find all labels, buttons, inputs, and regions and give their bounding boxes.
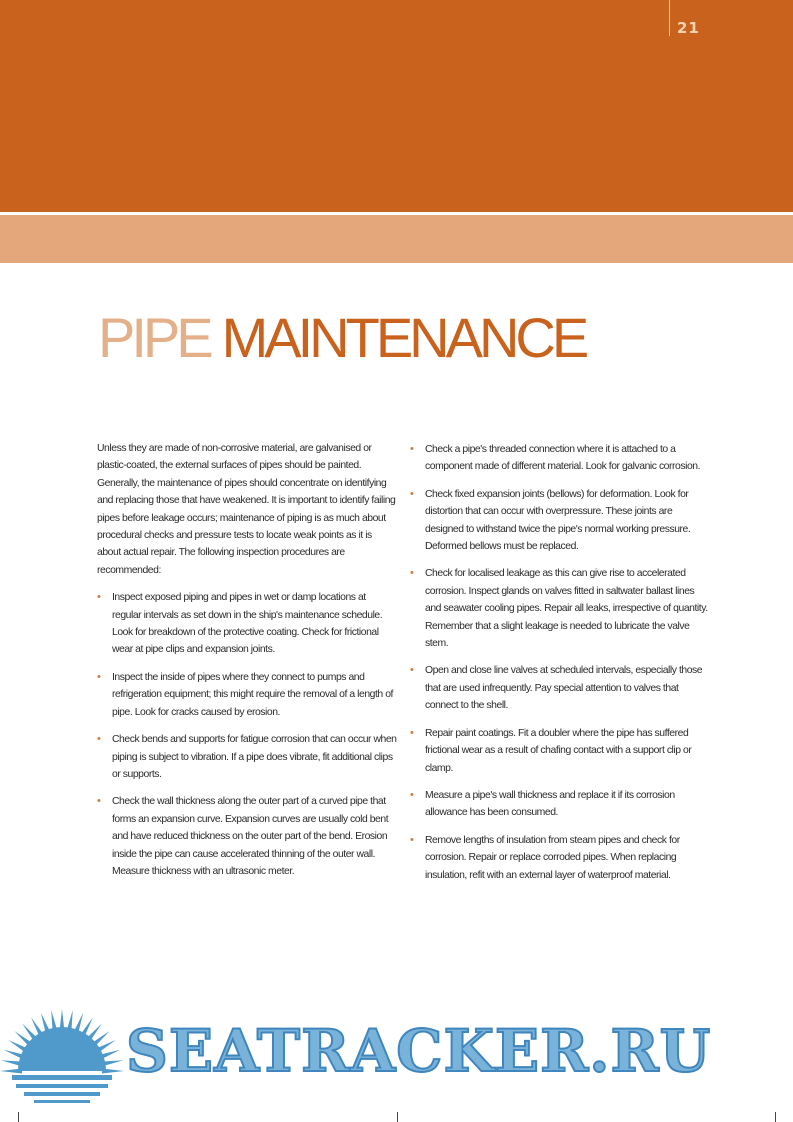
watermark-text: SEATRACKER.RU (126, 1017, 712, 1085)
title-part-maintenance: MAINTENANCE (221, 306, 586, 369)
list-item: • Check the wall thickness along the outer part of a curved pipe that forms an expansion curve. Expansion curves are usually cold bent and have reduced thickness on the outer part of the bend. Erosion inside the pipe can cause accelerated thinning of the outer wall. Measure thickness with an ultrasonic meter. (97, 793, 397, 880)
header-band (0, 0, 793, 212)
list-item: • Check a pipe's threaded connection where it is attached to a component made of different material. Look for galvanic corrosion. (410, 441, 710, 476)
watermark (0, 1005, 793, 1115)
crop-mark (397, 1112, 398, 1122)
list-item: • Open and close line valves at scheduled intervals, especially those that are used infrequently. Pay special attention to valves that connect to the shell. (410, 662, 710, 714)
list-item: • Inspect exposed piping and pipes in wet or damp locations at regular intervals as set down in the ship's maintenance schedule. Look for breakdown of the protective coating. Check for frictional wear at pipe clips and expansion joints. (97, 589, 397, 659)
list-item: • Check bends and supports for fatigue corrosion that can occur when piping is subject to vibration. If a pipe does vibrate, fit additional clips or supports. (97, 731, 397, 783)
left-bullet-list (97, 589, 397, 880)
list-item: • Remove lengths of insulation from steam pipes and check for corrosion. Repair or replace corroded pipes. When replacing insulation, refit with an external layer of waterproof material. (410, 832, 710, 884)
header-divider (669, 0, 670, 36)
crop-mark (775, 1112, 776, 1122)
sun-logo-icon (0, 1005, 125, 1115)
list-item: • Inspect the inside of pipes where they connect to pumps and refrigeration equipment; this might require the removal of a length of pipe. Look for cracks caused by erosion. (97, 669, 397, 721)
page-title (98, 306, 586, 369)
right-column (410, 441, 710, 894)
list-item: • Measure a pipe's wall thickness and replace it if its corrosion allowance has been consumed. (410, 787, 710, 822)
list-item: • Repair paint coatings. Fit a doubler where the pipe has suffered frictional wear as a result of chafing contact with a support clip or clamp. (410, 725, 710, 777)
title-part-pipe: PIPE (98, 306, 210, 369)
list-item: • Check for localised leakage as this can give rise to accelerated corrosion. Inspect glands on valves fitted in saltwater ballast lines and seawater cooling pipes. Repair all leaks, irrespective of quantity. Remember that a slight leakage is needed to lubricate the valve stem. (410, 565, 710, 652)
right-bullet-list (410, 441, 710, 884)
intro-paragraph: Unless they are made of non-corrosive material, are galvanised or plastic-coated, the external surfaces of pipes should be painted. Generally, the maintenance of pipes should concentrate on identifying and replacing those that have weakened. It is important to identify failing pipes before leakage occurs; maintenance of piping is as much about procedural checks and pressure tests to locate weak points as it is about actual repair. The following inspection procedures are recommended: (97, 443, 396, 576)
left-column (97, 440, 397, 890)
list-item: • Check fixed expansion joints (bellows) for deformation. Look for distortion that can occur with overpressure. These joints are designed to withstand twice the pipe's normal working pressure. Deformed bellows must be replaced. (410, 486, 710, 556)
crop-mark (18, 1112, 19, 1122)
page-number: 21 (677, 19, 700, 37)
sub-band (0, 215, 793, 263)
